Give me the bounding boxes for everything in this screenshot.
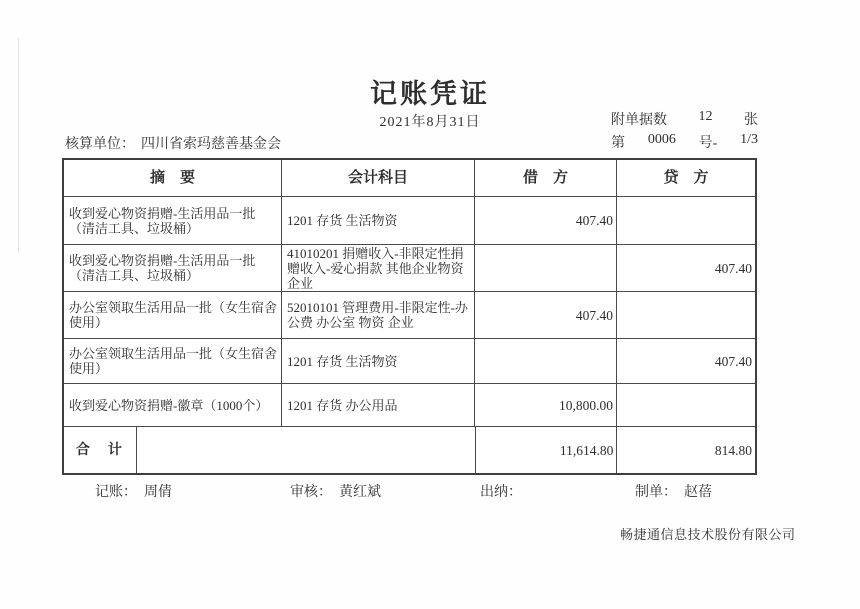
bookkeeper-name: 周倩 (144, 485, 172, 500)
header-account: 会计科目 (282, 160, 475, 196)
row-debit (475, 245, 617, 291)
voucher-number-suffix: 号- (698, 136, 718, 151)
attachment-unit: 张 (744, 113, 758, 128)
row-summary: 收到爱心物资捐赠-生活用品一批（清洁工具、垃圾桶） (64, 245, 282, 291)
voucher-table (62, 158, 757, 475)
row-credit (617, 292, 755, 338)
row-credit: 407.40 (714, 260, 752, 276)
table-row (64, 339, 755, 384)
voucher-title: 记账凭证 (370, 79, 490, 109)
row-debit (475, 339, 617, 383)
voucher-page-indicator: 1/3 (740, 132, 758, 147)
row-credit (617, 384, 755, 426)
preparer-name: 赵蓓 (684, 485, 712, 500)
row-summary: 办公室领取生活用品一批（女生宿舍使用） (64, 339, 282, 383)
bookkeeper-label: 记账： (95, 485, 137, 500)
accounting-unit-name: 四川省索玛慈善基金会 (141, 137, 281, 152)
header-credit: 贷 方 (663, 169, 709, 186)
auditor-signature (290, 481, 381, 501)
row-debit: 10,800.00 (475, 384, 617, 426)
row-credit (617, 197, 755, 244)
row-summary: 办公室领取生活用品一批（女生宿舍使用） (64, 292, 282, 338)
table-row (64, 292, 755, 339)
cashier-label: 出纳： (480, 485, 522, 500)
row-account: 52010101 管理费用-非限定性-办公费 办公室 物资 企业 (282, 292, 475, 338)
row-account: 1201 存货 生活物资 (282, 197, 475, 244)
preparer-label: 制单： (635, 485, 677, 500)
row-debit: 407.40 (475, 292, 617, 338)
voucher-number-value: 0006 (647, 132, 676, 147)
table-total-row (64, 427, 755, 473)
preparer-signature (635, 481, 712, 501)
row-account: 41010201 捐赠收入-非限定性捐赠收入-爱心捐款 其他企业物资 企业 (282, 245, 475, 291)
attachment-label: 附单据数 (611, 113, 667, 128)
total-empty-span (137, 427, 476, 473)
row-account: 1201 存货 办公用品 (282, 384, 475, 426)
total-credit: 814.80 (714, 442, 752, 458)
cashier-signature (480, 481, 529, 501)
voucher-date: 2021年8月31日 (379, 115, 481, 130)
auditor-name: 黄红斌 (339, 485, 381, 500)
signature-line (62, 481, 757, 501)
attachment-count: 12 (698, 109, 713, 124)
voucher-number (611, 132, 758, 152)
row-summary: 收到爱心物资捐赠-徽章（1000个） (64, 384, 282, 426)
accounting-unit (65, 133, 281, 153)
table-row (64, 245, 755, 292)
header-debit: 借 方 (475, 160, 617, 196)
row-credit: 407.40 (714, 353, 752, 369)
accounting-unit-label: 核算单位： (65, 137, 135, 152)
table-row (64, 384, 755, 427)
attachment-info (611, 109, 758, 129)
scan-edge-line (18, 38, 19, 253)
total-label: 合 计 (64, 427, 137, 473)
row-account: 1201 存货 生活物资 (282, 339, 475, 383)
total-debit: 11,614.80 (476, 427, 618, 473)
table-header-row (64, 160, 755, 197)
auditor-label: 审核： (290, 485, 332, 500)
software-vendor-imprint: 畅捷通信息技术股份有限公司 (620, 527, 796, 542)
row-summary: 收到爱心物资捐赠-生活用品一批（清洁工具、垃圾桶） (64, 197, 282, 244)
bookkeeper-signature (95, 481, 172, 501)
row-debit: 407.40 (475, 197, 617, 244)
header-summary: 摘 要 (64, 160, 282, 196)
table-row (64, 197, 755, 245)
voucher-number-prefix: 第 (611, 136, 625, 151)
